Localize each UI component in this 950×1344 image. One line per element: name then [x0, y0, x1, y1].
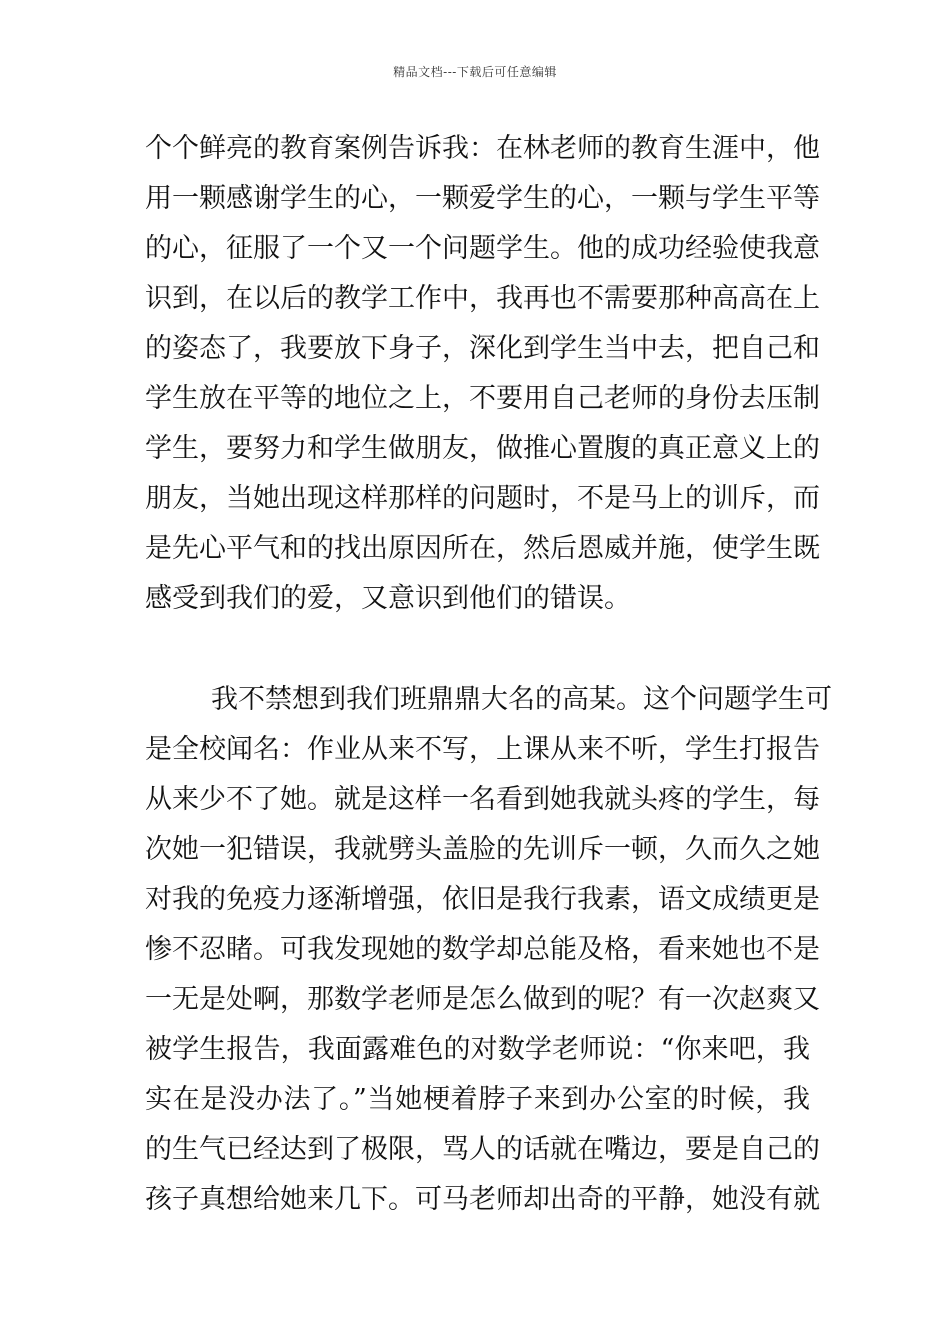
text-line: 朋友，当她出现这样那样的问题时，不是马上的训斥，而	[145, 483, 820, 514]
text-line: 感受到我们的爱，又意识到他们的错误。	[145, 583, 631, 614]
text-line: 学生，要努力和学生做朋友，做推心置腹的真正意义上的	[145, 433, 820, 464]
text-line: 被学生报告，我面露难色的对数学老师说：“你来吧，我	[145, 1034, 810, 1065]
paragraph-spacer	[145, 624, 810, 675]
text-line: 是先心平气和的找出原因所在，然后恩威并施，使学生既	[145, 533, 820, 564]
page-header: 精品文档---下载后可任意编辑	[393, 65, 557, 79]
paragraph-2	[145, 675, 832, 1225]
text-line: 个个鲜亮的教育案例告诉我：在林老师的教育生涯中，他	[145, 133, 820, 164]
text-line: 识到，在以后的教学工作中，我再也不需要那种高高在上	[145, 283, 820, 314]
text-line: 对我的免疫力逐渐增强，依旧是我行我素，语文成绩更是	[145, 884, 820, 915]
text-line: 的姿态了，我要放下身子，深化到学生当中去，把自己和	[145, 333, 820, 364]
text-line: 是全校闻名：作业从来不写，上课从来不听，学生打报告	[145, 734, 820, 765]
document-body	[145, 124, 832, 1225]
text-line: 的心，征服了一个又一个问题学生。他的成功经验使我意	[145, 233, 820, 264]
text-line: 实在是没办法了。”当她梗着脖子来到办公室的时候，我	[145, 1084, 810, 1115]
paragraph-1	[145, 124, 820, 624]
text-line: 一无是处啊，那数学老师是怎么做到的呢？有一次赵爽又	[145, 984, 820, 1015]
text-line: 惨不忍睹。可我发现她的数学却总能及格，看来她也不是	[145, 934, 820, 965]
text-line: 次她一犯错误，我就劈头盖脸的先训斥一顿，久而久之她	[145, 834, 820, 865]
text-line: 孩子真想给她来几下。可马老师却出奇的平静，她没有就	[145, 1184, 820, 1215]
text-line: 的生气已经达到了极限，骂人的话就在嘴边，要是自己的	[145, 1134, 820, 1165]
text-line: 用一颗感谢学生的心，一颗爱学生的心，一颗与学生平等	[145, 183, 820, 214]
text-line: 从来少不了她。就是这样一名看到她我就头疼的学生，每	[145, 784, 820, 815]
text-line: 学生放在平等的地位之上，不要用自己老师的身份去压制	[145, 383, 820, 414]
text-line: 我不禁想到我们班鼎鼎大名的高某。这个问题学生可	[211, 684, 832, 715]
